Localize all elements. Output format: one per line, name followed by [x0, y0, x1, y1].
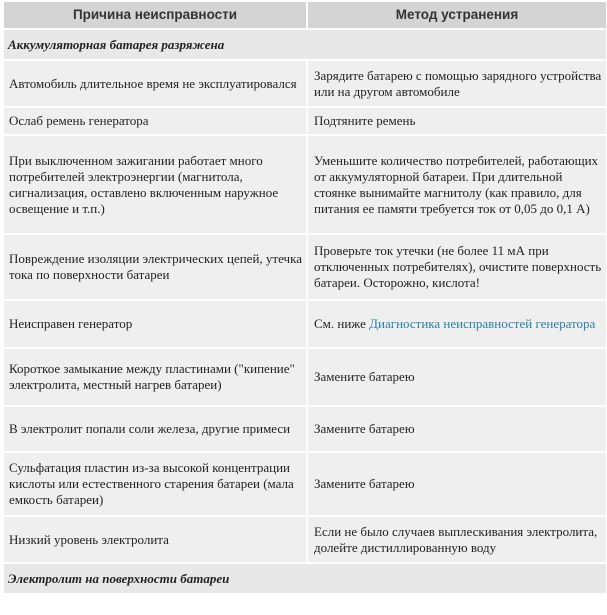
header-cause: Причина неисправности	[4, 2, 306, 28]
remedy-cell: Замените батарею	[308, 349, 606, 405]
section-row	[4, 564, 606, 593]
table-row	[4, 453, 606, 515]
remedy-cell	[308, 301, 606, 347]
cause-cell: Сульфатация пластин из-за высокой концентрации кислоты или естественного старения батареи (мала емкость батареи)	[4, 453, 306, 515]
table-row	[4, 349, 606, 405]
remedy-cell: Зарядите батарею с помощью зарядного устройства или на другом автомобиле	[308, 61, 606, 106]
cause-cell: Ослаб ремень генератора	[4, 108, 306, 134]
cause-cell: При выключенном зажигании работает много потребителей электроэнергии (магнитола, сигнализация, оставлено включенным наружное освещение и т.п.)	[4, 136, 306, 233]
cause-cell: Повреждение изоляции электрических цепей, утечка тока по поверхности батареи	[4, 235, 306, 299]
remedy-cell: Замените батарею	[308, 453, 606, 515]
remedy-cell: Если не было случаев выплескивания электролита, долейте дистиллированную воду	[308, 517, 606, 562]
header-row	[4, 2, 606, 28]
remedy-cell: Подтяните ремень	[308, 108, 606, 134]
remedy-cell: Уменьшите количество потребителей, работающих от аккумуляторной батареи. При длительной стоянке вынимайте магнитолу (как правило, для питания ее памяти требуется ток от 0,05 до 0,1 А)	[308, 136, 606, 233]
table-row	[4, 136, 606, 233]
cause-cell: Неисправен генератор	[4, 301, 306, 347]
section-title: Аккумуляторная батарея разряжена	[4, 30, 606, 59]
remedy-cell: Проверьте ток утечки (не более 11 мА при отключенных потребителях), очистите поверхность батареи. Осторожно, кислота!	[308, 235, 606, 299]
table-row	[4, 301, 606, 347]
remedy-prefix: См. ниже	[314, 316, 370, 331]
table-row	[4, 407, 606, 451]
table-row	[4, 108, 606, 134]
header-remedy: Метод устранения	[308, 2, 606, 28]
cause-cell: Короткое замыкание между пластинами ("кипение" электролита, местный нагрев батареи)	[4, 349, 306, 405]
section-row	[4, 30, 606, 59]
table-row	[4, 235, 606, 299]
table-row	[4, 517, 606, 562]
generator-diagnostics-link[interactable]: Диагностика неисправностей генератора	[369, 316, 596, 331]
remedy-cell: Замените батарею	[308, 407, 606, 451]
cause-cell: Автомобиль длительное время не эксплуатировался	[4, 61, 306, 106]
table-row	[4, 61, 606, 106]
cause-cell: В электролит попали соли железа, другие примеси	[4, 407, 306, 451]
cause-cell: Низкий уровень электролита	[4, 517, 306, 562]
troubleshooting-table	[2, 0, 607, 595]
section-title: Электролит на поверхности батареи	[4, 564, 606, 593]
